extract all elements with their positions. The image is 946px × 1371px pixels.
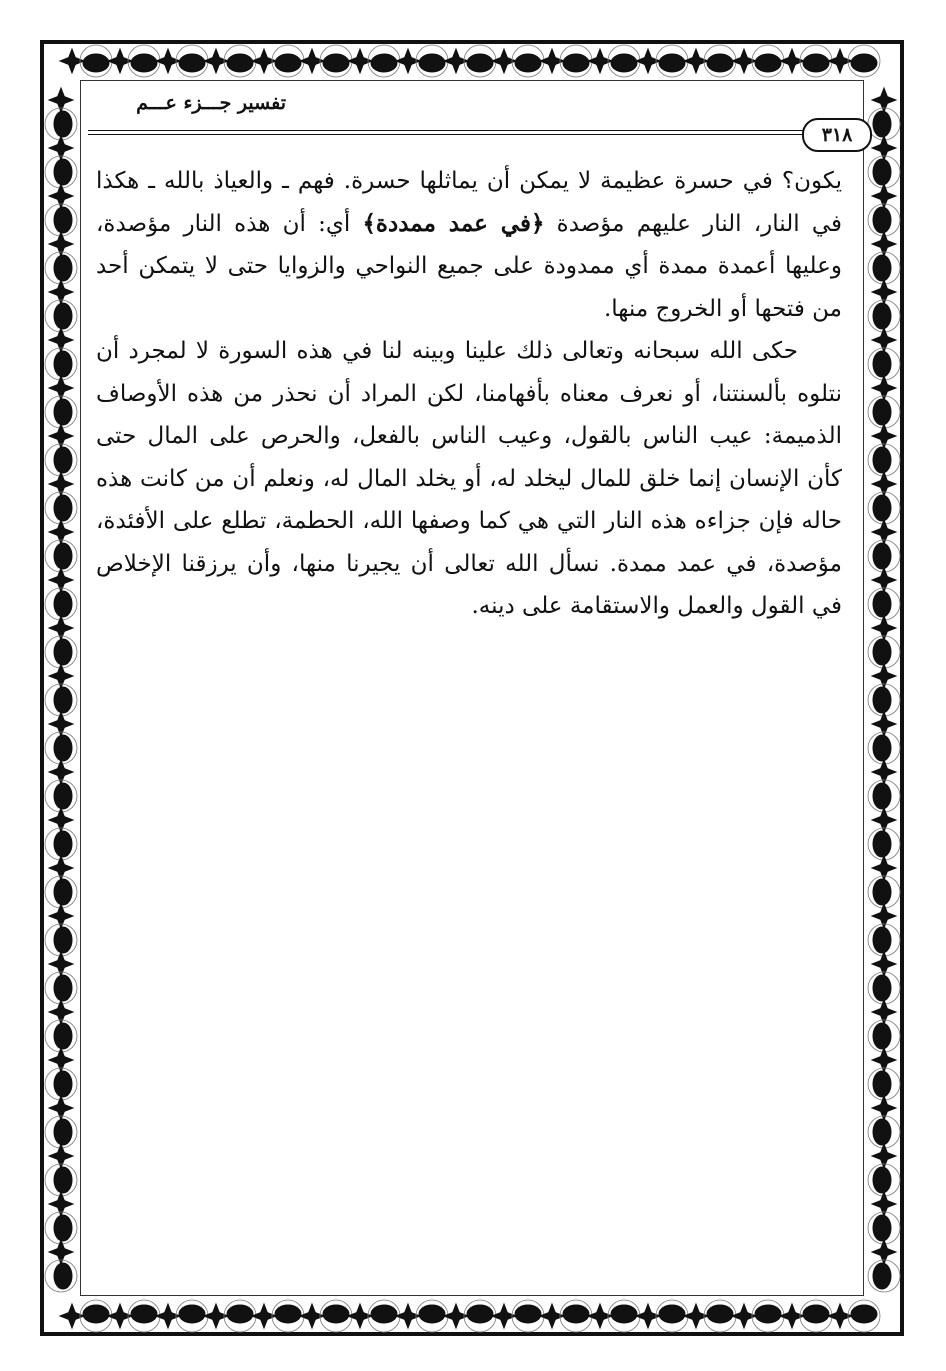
border-star-ornament (872, 760, 896, 784)
border-crescent-ornament (755, 1305, 781, 1323)
border-crescent-ornament (419, 1305, 445, 1323)
border-crescent-ornament (611, 54, 637, 72)
border-crescent-ornament (563, 1305, 589, 1323)
border-star-ornament (49, 760, 73, 784)
border-crescent-ornament (611, 1305, 637, 1323)
border-star-ornament (780, 49, 804, 73)
border-star-ornament (49, 616, 73, 640)
border-star-ornament (872, 664, 896, 688)
border-crescent-ornament (54, 159, 72, 185)
border-crescent-ornament (851, 1305, 877, 1323)
border-crescent-ornament (54, 399, 72, 425)
border-crescent-ornament (54, 255, 72, 281)
border-crescent-ornament (275, 1305, 301, 1323)
border-star-ornament (49, 1096, 73, 1120)
border-crescent-ornament (515, 1305, 541, 1323)
border-crescent-ornament (873, 447, 891, 473)
border-crescent-ornament (707, 54, 733, 72)
border-crescent-ornament (54, 639, 72, 665)
border-crescent-ornament (54, 495, 72, 521)
border-crescent-ornament (873, 351, 891, 377)
border-crescent-ornament (873, 159, 891, 185)
border-star-ornament (828, 49, 852, 73)
border-crescent-ornament (873, 639, 891, 665)
paragraph-1-part-a: يكون؟ في حسرة عظيمة لا يمكن أن يماثلها حسرة. فهم ـ والعياذ بالله ـ هكذا في النار، النار عليهم مؤصدة (96, 168, 842, 237)
border-star-ornament (588, 49, 612, 73)
border-crescent-ornament (873, 1119, 891, 1145)
border-star-ornament (49, 952, 73, 976)
border-crescent-ornament (54, 1167, 72, 1193)
border-star-ornament (49, 88, 73, 112)
border-crescent-ornament (707, 1305, 733, 1323)
border-crescent-ornament (873, 1215, 891, 1241)
border-crescent-ornament (803, 54, 829, 72)
border-star-ornament (49, 904, 73, 928)
border-crescent-ornament (419, 54, 445, 72)
border-crescent-ornament (179, 1305, 205, 1323)
paragraph-1 (96, 160, 842, 330)
border-crescent-ornament (83, 54, 109, 72)
border-crescent-ornament (873, 1167, 891, 1193)
border-crescent-ornament (873, 591, 891, 617)
border-crescent-ornament (54, 687, 72, 713)
border-crescent-ornament (54, 591, 72, 617)
border-star-ornament (732, 49, 756, 73)
border-star-ornament (684, 49, 708, 73)
border-crescent-ornament (873, 255, 891, 281)
border-crescent-ornament (659, 54, 685, 72)
border-crescent-ornament (54, 543, 72, 569)
border-crescent-ornament (873, 1071, 891, 1097)
header-rule-secondary (88, 134, 806, 135)
border-star-ornament (872, 1144, 896, 1168)
border-crescent-ornament (54, 111, 72, 137)
border-crescent-ornament (54, 879, 72, 905)
border-crescent-ornament (227, 54, 253, 72)
border-crescent-ornament (54, 783, 72, 809)
border-crescent-ornament (515, 54, 541, 72)
border-crescent-ornament (131, 1305, 157, 1323)
border-crescent-ornament (323, 1305, 349, 1323)
border-crescent-ornament (371, 1305, 397, 1323)
border-crescent-ornament (131, 54, 157, 72)
border-crescent-ornament (803, 1305, 829, 1323)
border-star-ornament (49, 856, 73, 880)
border-crescent-ornament (873, 831, 891, 857)
border-star-ornament (540, 1304, 564, 1328)
border-star-ornament (492, 49, 516, 73)
border-crescent-ornament (54, 207, 72, 233)
border-crescent-ornament (873, 975, 891, 1001)
border-star-ornament (872, 904, 896, 928)
border-crescent-ornament (873, 111, 891, 137)
border-star-ornament (588, 1304, 612, 1328)
border-star-ornament (684, 1304, 708, 1328)
border-crescent-ornament (873, 303, 891, 329)
quran-quote: ﴿في عمد ممددة﴾ (362, 209, 545, 237)
border-crescent-ornament (467, 54, 493, 72)
border-crescent-ornament (54, 735, 72, 761)
border-crescent-ornament (54, 447, 72, 473)
border-star-ornament (872, 808, 896, 832)
page-number: ٣١٨ (802, 118, 872, 152)
border-crescent-ornament (873, 207, 891, 233)
paragraph-2: حكى الله سبحانه وتعالى ذلك علينا وبينه لنا في هذه السورة لا لمجرد أن نتلوه بألسنتنا، أو نعرف معناه بأفهامنا، لكن المراد أن نحذر من هذه الأوصاف الذميمة: عيب الناس بالقول، وعيب الناس بالفعل، والحرص على المال حتى كأن الإنسان إنما خلق للمال ليخلد له، أو يخلد المال له، ونعلم أن من كانت هذه حاله فإن جزاءه هذه النار التي هي كما وصفها الله، الحطمة، تطلع على الأفئدة، مؤصدة، في عمد ممدة. نسأل الله تعالى أن يجيرنا منها، وأن يرزقنا الإخلاص في القول والعمل والاستقامة على دينه. (96, 338, 842, 619)
border-star-ornament (872, 1096, 896, 1120)
page-header-title: تفسير جـــزء عـــم (136, 92, 286, 114)
border-star-ornament (872, 88, 896, 112)
border-star-ornament (49, 520, 73, 544)
border-crescent-ornament (179, 54, 205, 72)
border-crescent-ornament (873, 495, 891, 521)
border-crescent-ornament (873, 687, 891, 713)
border-crescent-ornament (873, 879, 891, 905)
paragraph-1-part-b: أي: أن هذه النار مؤصدة، وعليها أعمدة ممدة أي ممدودة على جميع النواحي والزوايا حتى لا يتمكن أحد من فتحها أو الخروج منها. (96, 210, 842, 322)
border-crescent-ornament (83, 1305, 109, 1323)
border-star-ornament (872, 1192, 896, 1216)
border-star-ornament (872, 856, 896, 880)
border-crescent-ornament (873, 1023, 891, 1049)
border-star-ornament (49, 1240, 73, 1264)
border-crescent-ornament (563, 54, 589, 72)
border-crescent-ornament (54, 351, 72, 377)
border-star-ornament (872, 952, 896, 976)
border-crescent-ornament (467, 1305, 493, 1323)
border-star-ornament (60, 49, 84, 73)
border-crescent-ornament (873, 399, 891, 425)
border-star-ornament (636, 1304, 660, 1328)
border-crescent-ornament (54, 1023, 72, 1049)
border-crescent-ornament (873, 783, 891, 809)
border-crescent-ornament (873, 927, 891, 953)
border-crescent-ornament (54, 831, 72, 857)
border-star-ornament (872, 1000, 896, 1024)
body-text (96, 160, 842, 628)
border-star-ornament (780, 1304, 804, 1328)
border-crescent-ornament (54, 1119, 72, 1145)
border-star-ornament (872, 520, 896, 544)
border-star-ornament (732, 1304, 756, 1328)
border-star-ornament (872, 1240, 896, 1264)
border-star-ornament (872, 568, 896, 592)
border-star-ornament (60, 1304, 84, 1328)
border-star-ornament (49, 664, 73, 688)
border-star-ornament (636, 49, 660, 73)
border-crescent-ornament (227, 1305, 253, 1323)
border-star-ornament (49, 1000, 73, 1024)
border-star-ornament (540, 49, 564, 73)
border-crescent-ornament (873, 735, 891, 761)
border-star-ornament (872, 1048, 896, 1072)
border-crescent-ornament (873, 543, 891, 569)
border-crescent-ornament (659, 1305, 685, 1323)
border-star-ornament (872, 616, 896, 640)
header-rule (88, 130, 806, 131)
border-crescent-ornament (54, 303, 72, 329)
border-star-ornament (49, 1144, 73, 1168)
border-crescent-ornament (371, 54, 397, 72)
border-star-ornament (49, 1192, 73, 1216)
border-star-ornament (828, 1304, 852, 1328)
border-star-ornament (49, 568, 73, 592)
border-crescent-ornament (851, 54, 877, 72)
border-star-ornament (49, 1048, 73, 1072)
border-crescent-ornament (275, 54, 301, 72)
border-star-ornament (872, 712, 896, 736)
border-star-ornament (49, 808, 73, 832)
border-crescent-ornament (54, 1263, 72, 1289)
border-crescent-ornament (323, 54, 349, 72)
border-crescent-ornament (54, 1071, 72, 1097)
border-crescent-ornament (54, 975, 72, 1001)
border-star-ornament (49, 712, 73, 736)
border-crescent-ornament (54, 1215, 72, 1241)
border-star-ornament (492, 1304, 516, 1328)
border-crescent-ornament (873, 1263, 891, 1289)
border-crescent-ornament (755, 54, 781, 72)
border-crescent-ornament (54, 927, 72, 953)
